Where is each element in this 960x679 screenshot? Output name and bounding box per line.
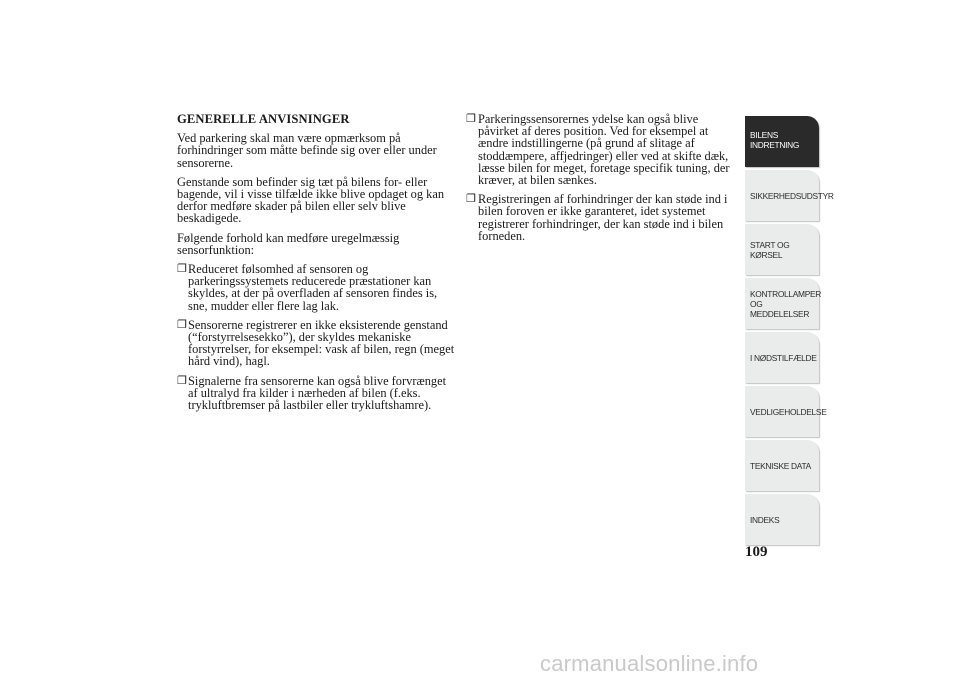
tab-label: START OG KØRSEL (750, 239, 790, 260)
checkbox-bullet-icon: ❐ (466, 193, 476, 206)
tab-label: SIKKERHEDSUDSTYR (750, 190, 834, 201)
page-number: 109 (745, 544, 768, 560)
watermark: carmanualsonline.info (540, 651, 759, 676)
tab-label: BILENS INDRETNING (750, 130, 800, 150)
bullet-text: Sensorerne registrerer en ikke eksisterende genstand (“forstyrrelsesekko”), der skyldes mekaniske forstyrrelser, for eksempel: vask af bilen, regn (meget hård vind), hagl. (188, 317, 455, 369)
checkbox-bullet-icon: ❐ (177, 318, 187, 331)
paragraph: Ved parkering skal man være opmærksom på forhindringer som måtte befinde sig over eller under sensorerne. (177, 131, 437, 170)
paragraph: Genstande som befinder sig tæt på bilens for- eller bagende, vil i visse tilfælde ikke blive opdaget og kan derfor medføre skader på bilen eller selv blive beskadigede. (177, 174, 445, 226)
section-heading: GENERELLE ANVISNINGER (177, 112, 350, 126)
checkbox-bullet-icon: ❐ (177, 374, 187, 387)
bullet-text: Parkeringssensorernes ydelse kan også blive påvirket af deres position. Ved for eksempel at ændre indstillingerne (på grund af slitage af stoddæmpere, affjedringer) eller ved at skifte dæk, læsse bilen for meget, foretage specifik tuning, der kræver, at bilen sænkes. (478, 112, 730, 188)
tab-sikkerhedsudstyr[interactable] (745, 170, 834, 221)
tab-indeks[interactable] (745, 494, 819, 545)
tab-bilens-indretning[interactable] (745, 116, 819, 167)
bullet-item (177, 375, 455, 412)
tab-label: TEKNISKE DATA (750, 460, 811, 471)
chapter-tabs (745, 116, 834, 548)
tab-vedligeholdelse[interactable] (745, 386, 827, 437)
bullet-text: Signalerne fra sensorerne kan også blive forvrænget af ultralyd fra kilder i nærheden af bilen (f.eks. trykluftbremser på lastbiler eller trykluftshamre). (188, 373, 447, 413)
tab-label: I NØDSTILFÆLDE (750, 352, 817, 363)
left-column (177, 113, 455, 418)
checkbox-bullet-icon: ❐ (466, 113, 476, 125)
bullet-item (177, 263, 455, 312)
tab-label: KONTROLLAMPER OG MEDDELELSER (750, 288, 822, 319)
tab-start-og-korsel[interactable] (745, 224, 819, 275)
tab-tekniske-data[interactable] (745, 440, 819, 491)
tab-label: VEDLIGEHOLDELSE (750, 406, 827, 417)
bullet-item (177, 319, 455, 368)
tab-kontrollamper[interactable] (745, 278, 822, 329)
tab-label: INDEKS (750, 514, 780, 525)
bullet-text: Reduceret følsomhed af sensoren og parkeringssystemets reducerede præstationer kan skyldes, at der på overfladen af sensoren findes is, sne, mudder eller flere lag lak. (188, 262, 438, 313)
bullet-text: Registreringen af forhindringer der kan støde ind i bilen foroven er ikke garanteret, idet systemet registrerer forhindringer, der kan støde ind i bilen forneden. (478, 192, 728, 243)
checkbox-bullet-icon: ❐ (177, 263, 187, 276)
paragraph: Følgende forhold kan medføre uregelmæssig sensorfunktion: (177, 230, 400, 257)
right-column (466, 113, 738, 249)
bullet-item (466, 193, 738, 242)
bullet-item (466, 113, 738, 186)
tab-i-nodstilfaelde[interactable] (745, 332, 819, 383)
